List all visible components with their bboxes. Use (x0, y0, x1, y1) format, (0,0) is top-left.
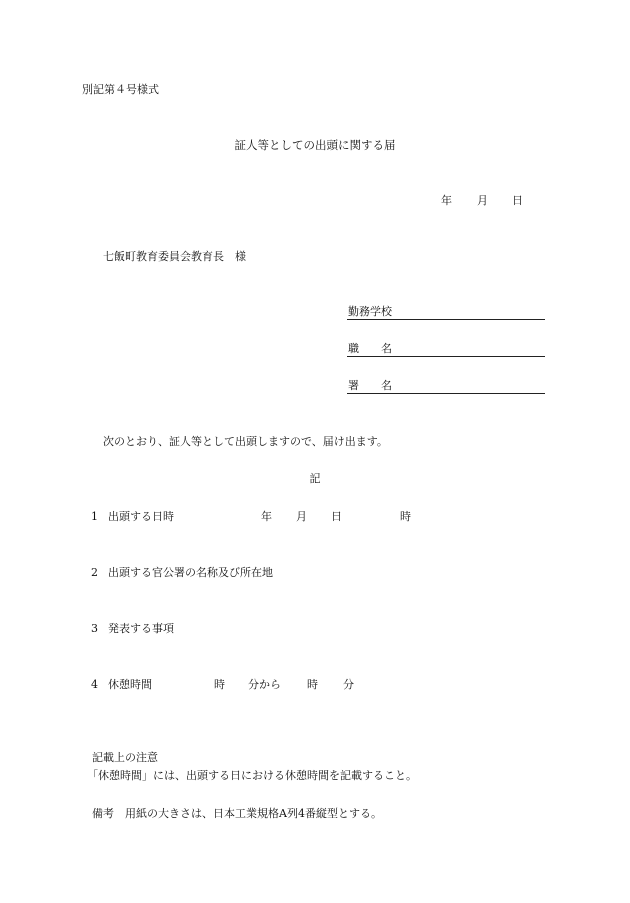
school-signature-line[interactable] (347, 305, 545, 320)
date-day-label: 日 (512, 194, 523, 207)
document-title: 証人等としての出頭に関する届 (234, 138, 396, 152)
remarks: 備考 用紙の大きさは、日本工業規格A列4番縦型とする。 (92, 807, 382, 820)
notes-text: 「休憩時間」には、出頭する日における休憩時間を記載すること。 (87, 769, 417, 782)
item-3-label: 発表する事項 (108, 622, 174, 635)
ki-heading: 記 (309, 472, 321, 485)
item-1-month-label: 月 (296, 510, 307, 523)
item-1-number: 1 (91, 510, 98, 523)
item-4-start-minute-label: 分から (248, 678, 281, 691)
item-4-end-minute-label: 分 (343, 678, 354, 691)
item-2-number: 2 (91, 566, 98, 579)
name-signature-line[interactable] (347, 379, 545, 394)
item-1-label: 出頭する日時 (108, 510, 174, 523)
item-4-end-hour-label: 時 (307, 678, 318, 691)
addressee: 七飯町教育委員会教育長 様 (103, 250, 246, 263)
item-1-year-label: 年 (261, 510, 272, 523)
body-text: 次のとおり、証人等として出頭しますので、届け出ます。 (103, 435, 388, 448)
date-month-label: 月 (477, 194, 488, 207)
item-3-number: 3 (91, 622, 98, 635)
item-4-number: 4 (91, 678, 98, 691)
item-4-start-hour-label: 時 (214, 678, 225, 691)
job-title-signature-line[interactable] (347, 342, 545, 357)
item-2-label: 出頭する官公署の名称及び所在地 (108, 566, 273, 579)
date-year-label: 年 (441, 194, 452, 207)
form-number: 別記第４号様式 (82, 83, 159, 96)
name-label: 署 名 (348, 379, 392, 392)
school-label: 勤務学校 (348, 305, 392, 318)
item-1-hour-label: 時 (400, 510, 411, 523)
item-1-day-label: 日 (331, 510, 342, 523)
item-4-label: 休憩時間 (108, 678, 152, 691)
notes-heading: 記載上の注意 (92, 751, 158, 764)
job-title-label: 職 名 (348, 342, 392, 355)
